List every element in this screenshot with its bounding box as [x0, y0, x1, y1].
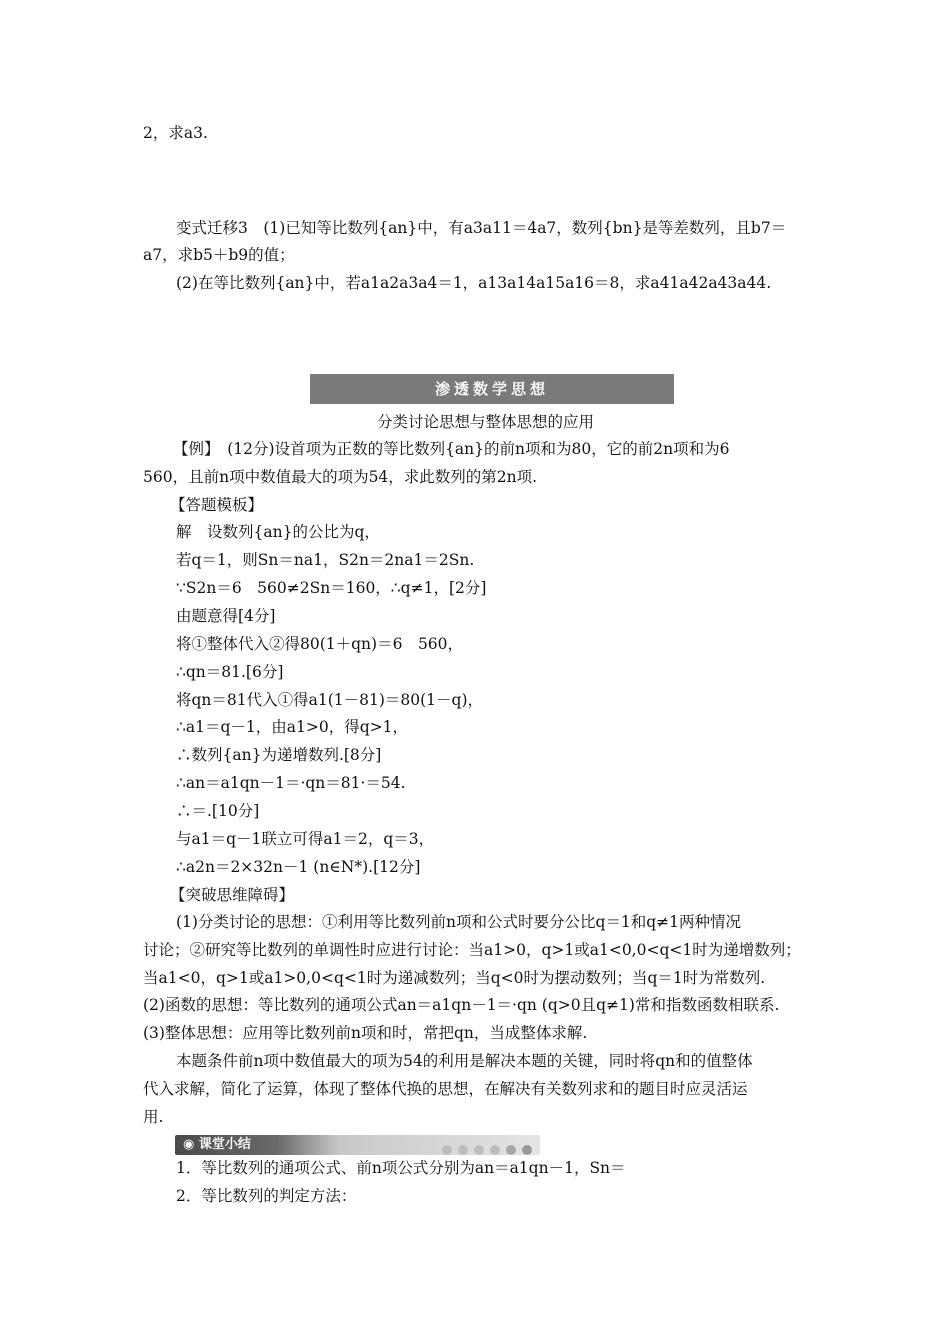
text-line: (2)函数的思想：等比数列的通项公式an＝a1qn－1＝·qn (q>0且q≠1)常和指数函数相联系.: [143, 996, 780, 1014]
text-line: 本题条件前n项中数值最大的项为54的利用是解决本题的关键，同时将qn和的值整体: [176, 1052, 753, 1070]
text-line: ∵S2n＝6 560≠2Sn＝160，∴q≠1，[2分]: [176, 579, 487, 597]
text-line: ∴an＝a1qn－1＝·qn＝81·＝54.: [176, 774, 406, 792]
text-line: 解 设数列{an}的公比为q，: [176, 523, 380, 541]
dot-icon: [474, 1145, 484, 1155]
text-line: ∴＝.[10分]: [176, 802, 260, 820]
text-line: 与a1＝q－1联立可得a1＝2，q＝3，: [176, 830, 435, 848]
summary-label: ◉ 课堂小结: [183, 1137, 251, 1152]
text-line: 讨论；②研究等比数列的单调性时应进行讨论：当a1>0，q>1或a1<0,0<q<1时为递增数列；: [143, 941, 801, 959]
text-line: ∴数列{an}为递增数列.[8分]: [176, 746, 382, 764]
text-line: 变式迁移3 (1)已知等比数列{an}中，有a3a11＝4a7，数列{bn}是等差数列，且b7＝: [176, 219, 787, 237]
text-line: (1)分类讨论的思想：①利用等比数列前n项和公式时要分公比q＝1和q≠1两种情况: [176, 913, 741, 931]
text-line: 560，且前n项中数值最大的项为54，求此数列的第2n项.: [143, 468, 538, 486]
text-line: (3)整体思想：应用等比数列前n项和时，常把qn，当成整体求解.: [143, 1024, 588, 1042]
text-line: 用.: [143, 1108, 164, 1126]
text-line: 1．等比数列的通项公式、前n项公式分别为an＝a1qn－1，Sn＝: [176, 1159, 626, 1177]
text-line: ∴a1＝q－1，由a1>0，得q>1，: [176, 718, 408, 736]
text-line: a7，求b5＋b9的值；: [143, 246, 295, 264]
decorative-dots: [436, 1140, 532, 1159]
text-line: 【例】 (12分)设首项为正数的等比数列{an}的前n项和为80，它的前2n项和为6: [173, 440, 730, 458]
text-line: 【答题模板】: [170, 496, 264, 514]
text-line: 将①整体代入②得80(1＋qn)＝6 560，: [176, 635, 464, 653]
dot-icon: [506, 1145, 516, 1155]
text-line: 【突破思维障碍】: [170, 886, 295, 904]
dot-icon: [490, 1145, 500, 1155]
text-line: 将qn＝81代入①得a1(1－81)＝80(1－q)，: [176, 691, 484, 709]
text-line: 当a1<0，q>1或a1>0,0<q<1时为递减数列；当q<0时为摆动数列；当q＝1时为常数列.: [143, 969, 766, 987]
dot-icon: [442, 1145, 452, 1155]
text-line: ∴a2n＝2×32n－1 (n∈N*).[12分]: [176, 858, 421, 876]
dot-icon: [522, 1145, 532, 1155]
text-line: 2，求a3.: [143, 124, 208, 142]
section-banner: 渗透数学思想: [310, 374, 674, 404]
text-line: 代入求解，简化了运算，体现了整体代换的思想，在解决有关数列求和的题目时应灵活运: [143, 1080, 748, 1098]
section-subtitle: 分类讨论思想与整体思想的应用: [377, 413, 595, 431]
text-line: 2．等比数列的判定方法：: [176, 1187, 357, 1205]
text-line: ∴qn＝81.[6分]: [176, 663, 284, 681]
text-line: 若q＝1，则Sn＝na1，S2n＝2na1＝2Sn.: [176, 551, 475, 569]
text-line: (2)在等比数列{an}中，若a1a2a3a4＝1，a13a14a15a16＝8，求a41a42a43a44.: [176, 274, 772, 292]
text-line: 由题意得[4分]: [176, 607, 276, 625]
dot-icon: [458, 1145, 468, 1155]
summary-header-bar: [175, 1135, 540, 1155]
